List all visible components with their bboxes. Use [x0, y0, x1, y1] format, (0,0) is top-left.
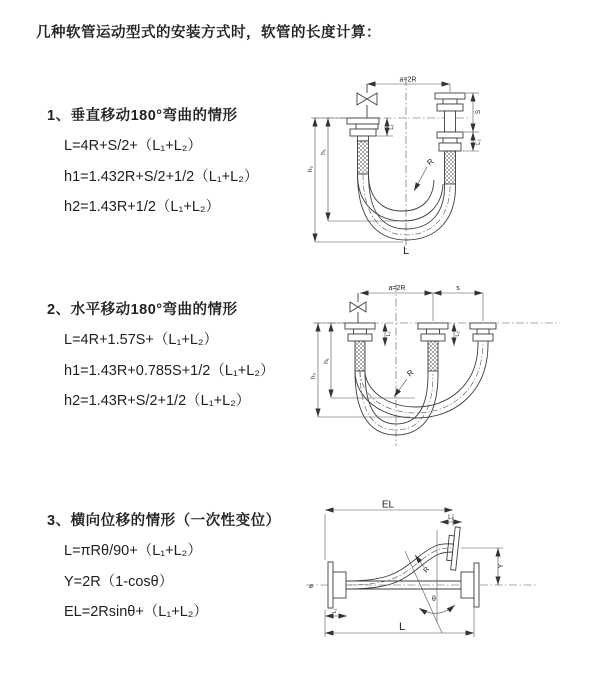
valve-icon — [357, 84, 377, 118]
section-heading: 2、水平移动180°弯曲的情形 — [47, 302, 238, 318]
dim-label-l2: L₂ — [448, 515, 454, 521]
dim-label-h1: h₁ — [323, 358, 330, 364]
right-flange-fitting — [461, 563, 479, 607]
valve-icon — [350, 293, 366, 323]
upper-flange-fitting — [446, 526, 460, 570]
radius-label: R — [422, 565, 432, 575]
length-label: L — [402, 245, 410, 257]
left-flange-fitting — [347, 118, 379, 174]
diagram-horizontal-180-bend — [305, 276, 600, 451]
dim-label-l1: L₁ — [386, 331, 392, 337]
right-flange-fitting — [470, 293, 496, 341]
diagram-lateral-displacement — [298, 498, 598, 643]
dimension-lines — [310, 285, 483, 417]
technical-drawing-1 — [303, 72, 588, 257]
formula-h1: h1=1.432R+S/2+1/2（L₁+L₂） — [64, 168, 259, 185]
dim-label-h1: h₁ — [320, 149, 327, 155]
dim-label-s: S — [475, 109, 482, 115]
formula-y: Y=2R（1-cosθ） — [64, 573, 174, 590]
formula-length: L=πRθ/90+（L₁+L₂） — [64, 543, 202, 559]
section-lateral-displacement — [47, 509, 281, 628]
formula-h1: h1=1.43R+0.785S+1/2（L₁+L₂） — [64, 362, 275, 379]
formula-h2: h2=1.43R+S/2+1/2（L₁+L₂） — [64, 393, 251, 409]
formula-length: L=4R+S/2+（L₁+L₂） — [64, 138, 202, 154]
radius-label: R — [405, 367, 416, 379]
section-vertical-movement — [47, 104, 258, 223]
left-flange-fitting — [345, 323, 375, 371]
technical-drawing-2 — [305, 276, 600, 451]
formula-el: EL=2Rsinθ+（L₁+L₂） — [64, 604, 208, 620]
dim-label-s: s — [456, 285, 460, 292]
middle-flange-fitting — [418, 293, 448, 371]
page-title: 几种软管运动型式的安装方式时，软管的长度计算： — [36, 25, 381, 41]
section-heading: 3、横向位移的情形（一次性变位） — [47, 513, 281, 529]
radius-label: R — [425, 156, 436, 168]
dim-label-a2r: a=2R — [399, 76, 417, 84]
construction-lines — [405, 530, 455, 633]
u-hose-curves — [358, 174, 456, 240]
formula-length: L=4R+1.57S+（L₁+L₂） — [64, 332, 219, 348]
angle-label: θ — [432, 596, 436, 603]
left-flange-fitting — [328, 562, 346, 608]
dim-label-h2: h₂ — [307, 165, 314, 173]
dim-label-h2: h₂ — [310, 372, 317, 380]
centerline-symbol: ⌀ — [308, 583, 314, 590]
length-label: L — [398, 621, 406, 633]
formula-h2: h2=1.43R+1/2（L₁+L₂） — [64, 199, 221, 215]
section-horizontal-movement — [47, 298, 274, 417]
dim-label-l1: L₁ — [389, 124, 395, 130]
dim-label-l2: L₂ — [455, 331, 461, 337]
dim-label-y: Y — [498, 563, 505, 569]
dim-label-a2r: a=2R — [388, 285, 406, 292]
dim-label-l1: L₁ — [332, 608, 338, 614]
u-hose-curves — [355, 341, 488, 435]
diagram-vertical-180-bend — [303, 72, 588, 257]
section-heading: 1、垂直移动180°弯曲的情形 — [47, 108, 238, 124]
dim-label-l2: L₂ — [476, 139, 482, 145]
technical-drawing-3 — [298, 498, 598, 643]
dim-label-el: EL — [381, 499, 395, 511]
right-flange-fitting — [435, 93, 465, 184]
